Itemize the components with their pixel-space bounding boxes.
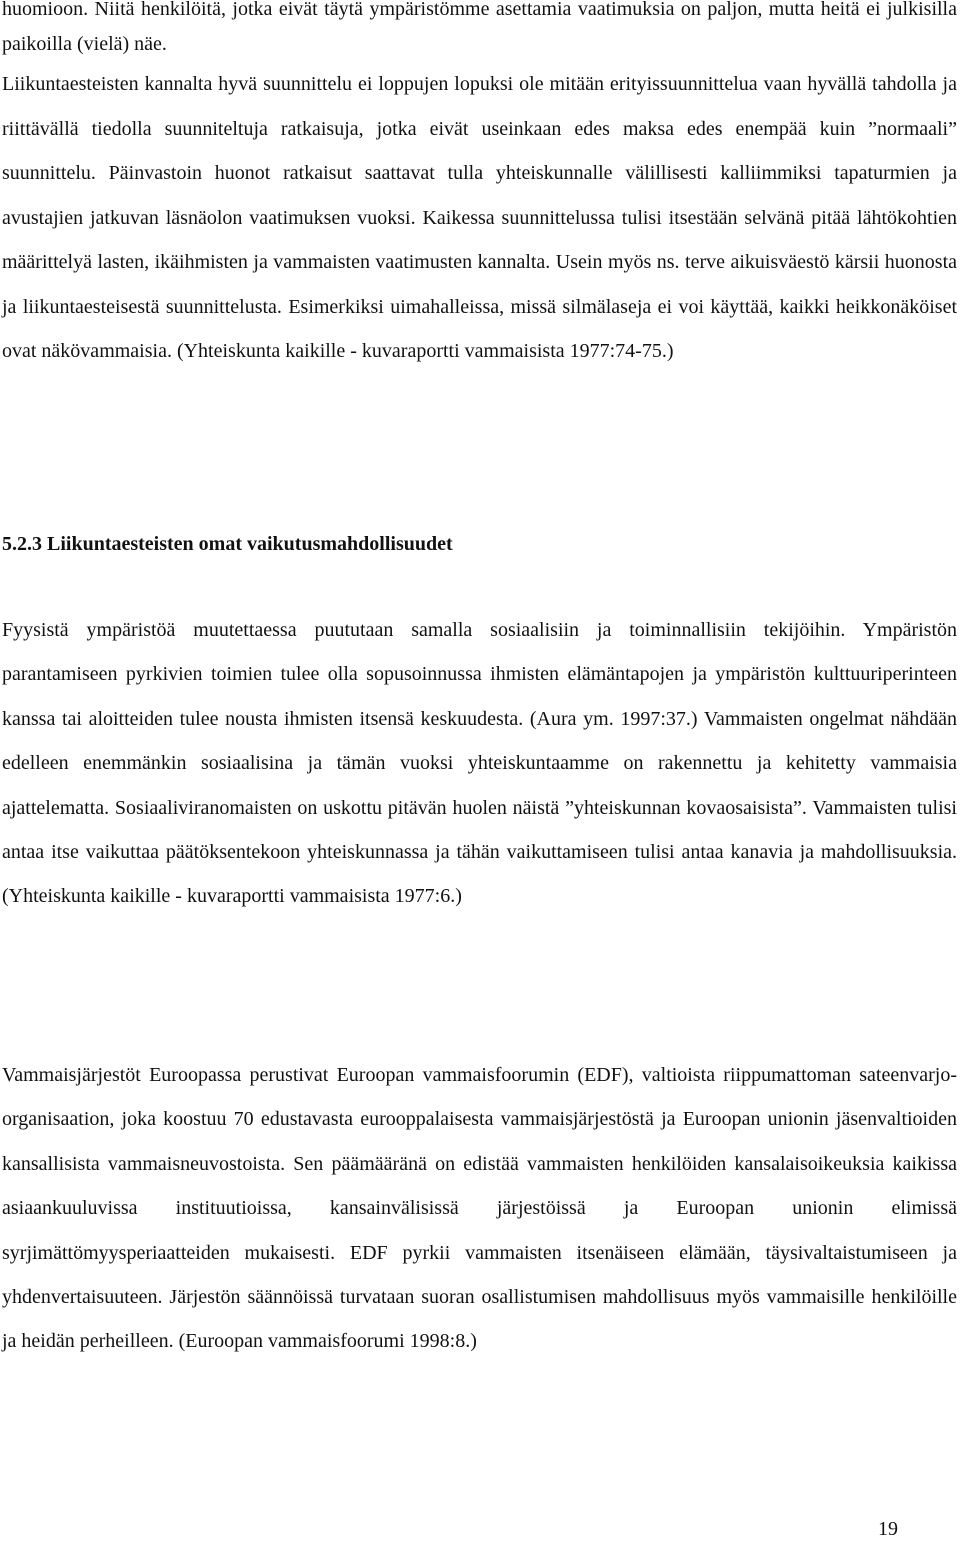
body-paragraph-1	[2, 0, 957, 374]
paragraph-1-opening: huomioon. Niitä henkilöitä, jotka eivät täytä ympäristömme asettamia vaatimuksia on paljon, mutta heitä ei julkisilla paikoilla (vielä) näe.	[2, 0, 957, 55]
paragraph-1-continuation: Liikuntaesteisten kannalta hyvä suunnittelu ei loppujen lopuksi ole mitään erityissuunnittelua vaan hyvällä tahdolla ja riittävällä tiedolla suunniteltuja ratkaisuja, jotka eivät useinkaan edes maksa edes enempää kuin ”normaali” suunnittelu. Päinvastoin huonot ratkaisut saattavat tulla yhteiskunnalle välillisesti kalliimmiksi tapaturmien ja avustajien jatkuvan läsnäolon vaatimuksen vuoksi. Kaikessa suunnittelussa tulisi itsestään selvänä pitää lähtökohtien määrittelyä lasten, ikäihmisten ja vammaisten vaatimusten kannalta. Usein myös ns. terve aikuisväestö kärsii huonosta ja liikuntaesteisestä suunnittelusta. Esimerkiksi uimahalleissa, missä silmälaseja ei voi käyttää, kaikki heikkonäköiset ovat näkövammaisia. (Yhteiskunta kaikille - kuvaraportti vammaisista 1977:74-75.)	[2, 73, 957, 362]
body-paragraph-3: Vammaisjärjestöt Euroopassa perustivat Euroopan vammaisfoorumin (EDF), valtioista riippumattoman sateenvarjo-organisaation, joka koostuu 70 edustavasta eurooppalaisesta vammaisjärjestöstä ja Euroopan unionin jäsenvaltioiden kansallisista vammaisneuvostoista. Sen päämääränä on edistää vammaisten henkilöiden kansalaisoikeuksia kaikissa asiaankuuluvissa instituutioissa, kansainvälisissä järjestöissä ja Euroopan unionin elimissä syrjimättömyysperiaatteiden mukaisesti. EDF pyrkii vammaisten itsenäiseen elämään, täysivaltaistumiseen ja yhdenvertaisuuteen. Järjestön säännöissä turvataan suoran osallistumisen mahdollisuus myös vammaisille henkilöille ja heidän perheilleen. (Euroopan vammaisfoorumi 1998:8.)	[2, 1064, 957, 1353]
page-number: 19	[878, 1518, 898, 1540]
section-heading: 5.2.3 Liikuntaesteisten omat vaikutusmahdollisuudet	[2, 533, 453, 555]
body-paragraph-2: Fyysistä ympäristöä muutettaessa puututaan samalla sosiaalisiin ja toiminnallisiin tekijöihin. Ympäristön parantamiseen pyrkivien toimien tulee olla sopusoinnussa ihmisten elämäntapojen ja ympäristön kulttuuriperinteen kanssa tai aloitteiden tulee nousta ihmisten itsensä keskuudesta. (Aura ym. 1997:37.) Vammaisten ongelmat nähdään edelleen enemmänkin sosiaalisina ja tämän vuoksi yhteiskuntaamme on rakennettu ja kehitetty vammaisia ajattelematta. Sosiaaliviranomaisten on uskottu pitävän huolen näistä ”yhteiskunnan kovaosaisista”. Vammaisten tulisi antaa itse vaikuttaa päätöksentekoon yhteiskunnassa ja tähän vaikuttamiseen tulisi antaa kanavia ja mahdollisuuksia. (Yhteiskunta kaikille - kuvaraportti vammaisista 1977:6.)	[2, 619, 957, 908]
